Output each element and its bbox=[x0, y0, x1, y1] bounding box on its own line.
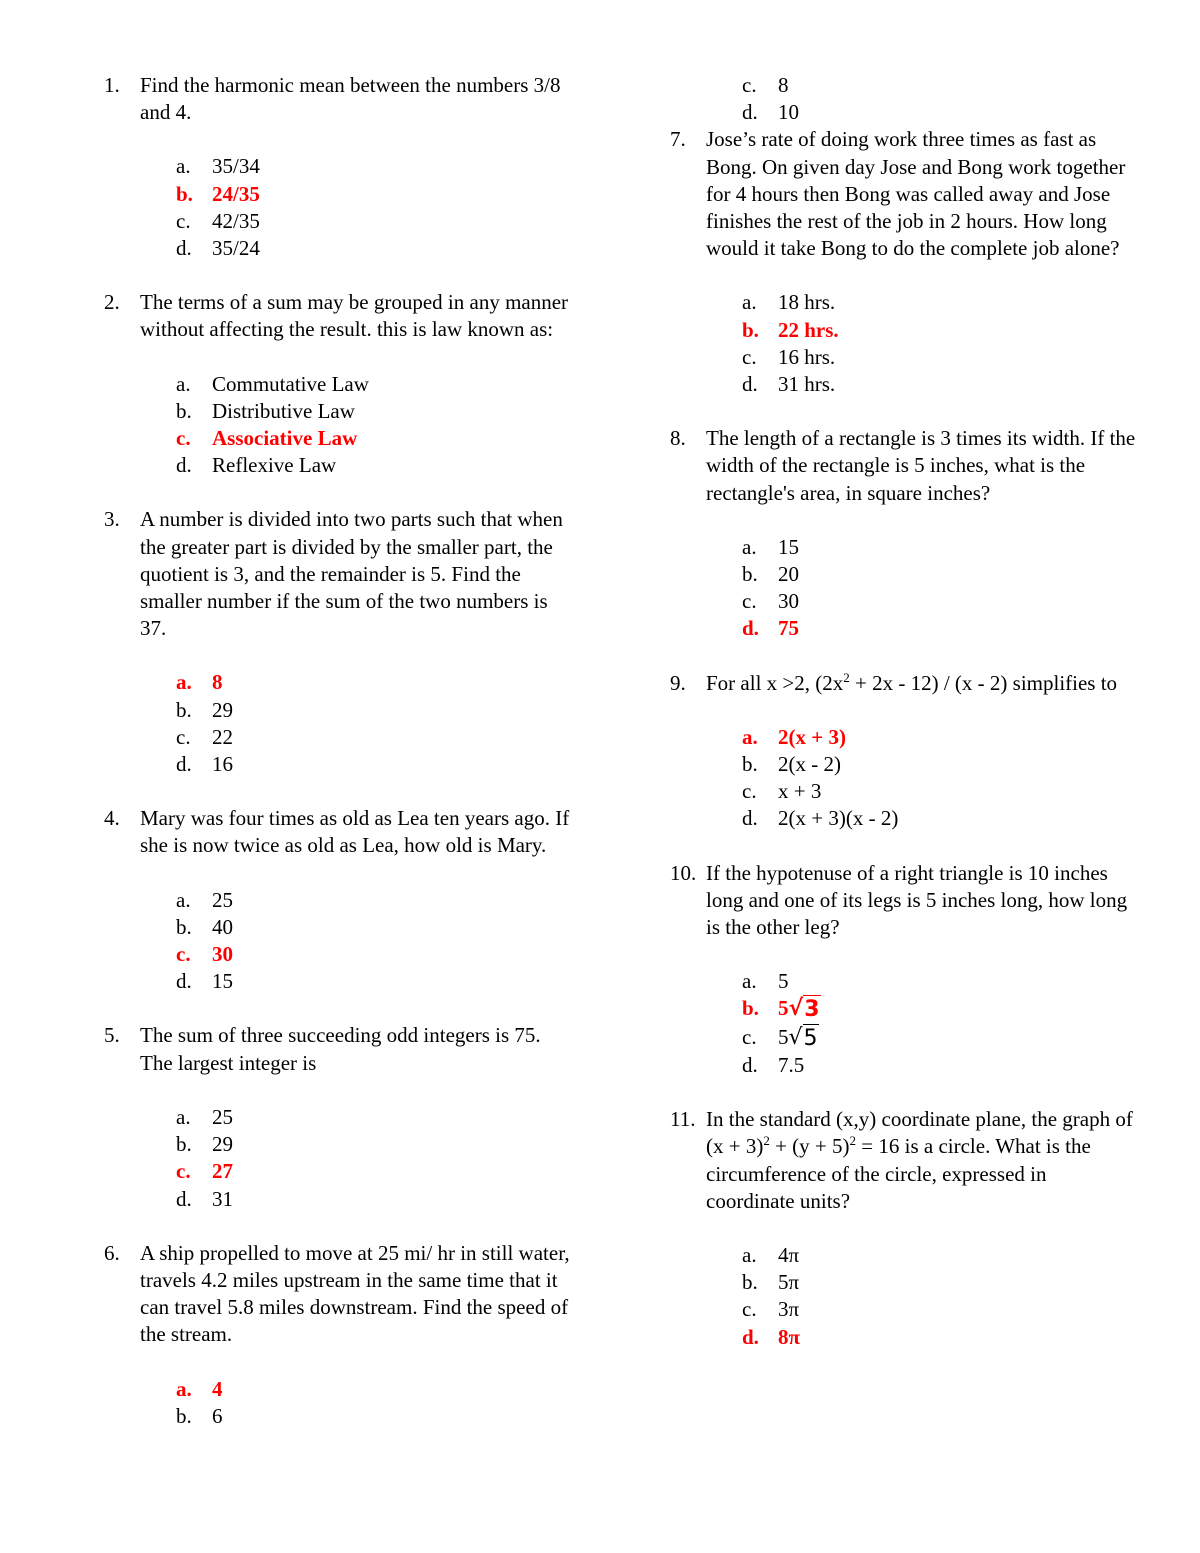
question-number: 9. bbox=[670, 670, 686, 695]
question-6-continued bbox=[670, 72, 1140, 126]
options-list bbox=[670, 1242, 1140, 1351]
question-8 bbox=[670, 425, 1140, 642]
option-a: a. 15 bbox=[742, 534, 799, 559]
question-text: Mary was four times as old as Lea ten years ago. If she is now twice as old as Lea, how old is Mary. bbox=[140, 806, 570, 858]
option-b: b. Distributive Law bbox=[176, 398, 355, 423]
options-list bbox=[104, 887, 574, 996]
question-3 bbox=[104, 506, 574, 778]
question-2 bbox=[104, 289, 574, 479]
option-b: b. 20 bbox=[742, 562, 799, 587]
option-d: d. 31 hrs. bbox=[742, 372, 836, 397]
question-text: If the hypotenuse of a right triangle is 10 inches long and one of its legs is 5 inches long, how long is the other leg? bbox=[706, 860, 1128, 940]
question-number: 11. bbox=[670, 1107, 696, 1132]
question-7 bbox=[670, 126, 1140, 398]
option-d-correct: d. 8π bbox=[742, 1324, 801, 1349]
option-b: b. 29 bbox=[176, 1132, 233, 1157]
option-c: c. 8 bbox=[742, 73, 789, 97]
option-c: c. 16 hrs. bbox=[742, 344, 836, 369]
option-c: c. 30 bbox=[742, 589, 799, 614]
question-text: A number is divided into two parts such that when the greater part is divided by the smaller part, the quotient is 3, and the remainder is 5. Find the smaller number if the sum of the two numbers is 37. bbox=[140, 507, 563, 641]
options-list bbox=[670, 289, 1140, 398]
option-c-correct: c. Associative Law bbox=[176, 426, 358, 451]
option-c: c. 5 √ 5 bbox=[742, 1024, 818, 1051]
question-text: The length of a rectangle is 3 times its width. If the width of the rectangle is 5 inches, what is the rectangle's area, in square inches? bbox=[706, 426, 1136, 505]
square-root-symbol: √ bbox=[788, 996, 804, 1022]
question-11 bbox=[670, 1106, 1140, 1351]
options-list bbox=[104, 1376, 574, 1430]
option-c: c. 42/35 bbox=[176, 208, 260, 233]
options-list bbox=[670, 72, 1140, 126]
option-c-correct: c. 27 bbox=[176, 1159, 233, 1184]
right-column bbox=[670, 72, 1140, 1378]
option-b: b. 6 bbox=[176, 1403, 223, 1428]
option-c-correct: c. 30 bbox=[176, 942, 233, 967]
superscript: 2 bbox=[843, 669, 850, 685]
option-d: d. 31 bbox=[176, 1186, 233, 1211]
left-column bbox=[104, 72, 574, 1457]
option-a: a. 18 hrs. bbox=[742, 290, 836, 315]
options-list bbox=[670, 968, 1140, 1079]
question-number: 5. bbox=[104, 1023, 120, 1048]
option-b: b. 2(x - 2) bbox=[742, 752, 841, 777]
option-a: a. 25 bbox=[176, 887, 233, 912]
question-text: The terms of a sum may be grouped in any manner without affecting the result. this is law known as: bbox=[140, 290, 569, 342]
superscript: 2 bbox=[849, 1133, 857, 1149]
option-d: d. 10 bbox=[742, 100, 799, 125]
option-a: a. 4π bbox=[742, 1242, 800, 1267]
options-list bbox=[670, 724, 1140, 833]
option-a-correct: a. 2(x + 3) bbox=[742, 724, 846, 749]
option-d: d. 15 bbox=[176, 969, 233, 994]
question-text: The sum of three succeeding odd integers is 75. The largest integer is bbox=[140, 1023, 541, 1075]
options-list bbox=[104, 371, 574, 480]
option-d-correct: d. 75 bbox=[742, 616, 799, 641]
question-text: For all x >2, $(2x^2 + 2x - 12) / (x - 2)$ simplifies to bbox=[706, 669, 1118, 695]
radicand: 3 bbox=[804, 997, 820, 1023]
option-b-correct: b. 5 √ 3 bbox=[742, 996, 820, 1023]
option-a-correct: a. 8 bbox=[176, 670, 223, 695]
question-number: 10. bbox=[670, 860, 697, 885]
options-list bbox=[670, 534, 1140, 643]
question-number: 3. bbox=[104, 507, 120, 532]
option-c: c. 22 bbox=[176, 724, 233, 749]
square-root-symbol: √ bbox=[788, 1024, 803, 1050]
question-text: Jose’s rate of doing work three times as fast as Bong. On given day Jose and Bong work together for 4 hours then Bong was called away and Jose finishes the rest of the job in 2 hours. How long would it take Bong to do the complete job alone? bbox=[706, 127, 1126, 261]
question-text: Find the harmonic mean between the numbers 3/8 and 4. bbox=[140, 73, 561, 125]
option-a: a. Commutative Law bbox=[176, 371, 369, 396]
question-text: In the standard (x,y) coordinate plane, the graph of $(x + 3)^2 + (y + 5)^2 = 16$ is a circle. What is the circumference of the circle, expressed in coordinate units? bbox=[706, 1107, 1133, 1213]
option-c: c. 3π bbox=[742, 1297, 800, 1322]
option-a-correct: a. 4 bbox=[176, 1376, 223, 1401]
option-d: d. Reflexive Law bbox=[176, 453, 337, 478]
question-number: 1. bbox=[104, 73, 120, 97]
question-4 bbox=[104, 805, 574, 995]
question-10 bbox=[670, 860, 1140, 1079]
option-a: a. 5 bbox=[742, 969, 789, 994]
question-number: 6. bbox=[104, 1240, 120, 1265]
question-text: A ship propelled to move at 25 mi/ hr in still water, travels 4.2 miles upstream in the same time that it can travel 5.8 miles downstream. Find the speed of the stream. bbox=[140, 1240, 570, 1347]
option-d: d. 2(x + 3)(x - 2) bbox=[742, 806, 899, 831]
superscript: 2 bbox=[763, 1133, 770, 1149]
question-number: 2. bbox=[104, 290, 120, 315]
question-number: 7. bbox=[670, 127, 686, 152]
option-c: c. x + 3 bbox=[742, 779, 822, 804]
radicand: 5 bbox=[803, 1025, 818, 1051]
options-list bbox=[104, 669, 574, 778]
option-a: a. 25 bbox=[176, 1104, 233, 1129]
question-1 bbox=[104, 72, 574, 262]
option-d: d. 16 bbox=[176, 752, 233, 777]
option-b: b. 40 bbox=[176, 914, 233, 939]
question-5 bbox=[104, 1022, 574, 1212]
option-b: b. 5π bbox=[742, 1270, 800, 1295]
option-d: d. 7.5 bbox=[742, 1052, 805, 1077]
question-6 bbox=[104, 1240, 574, 1430]
options-list bbox=[104, 153, 574, 262]
question-number: 8. bbox=[670, 426, 686, 451]
option-a: a. 35/34 bbox=[176, 154, 260, 179]
option-b: b. 29 bbox=[176, 697, 233, 722]
option-d: d. 35/24 bbox=[176, 236, 260, 261]
question-9 bbox=[670, 670, 1140, 833]
options-list bbox=[104, 1104, 574, 1213]
question-number: 4. bbox=[104, 806, 120, 831]
option-b-correct: b. 24/35 bbox=[176, 181, 260, 206]
option-b-correct: b. 22 hrs. bbox=[742, 317, 839, 342]
